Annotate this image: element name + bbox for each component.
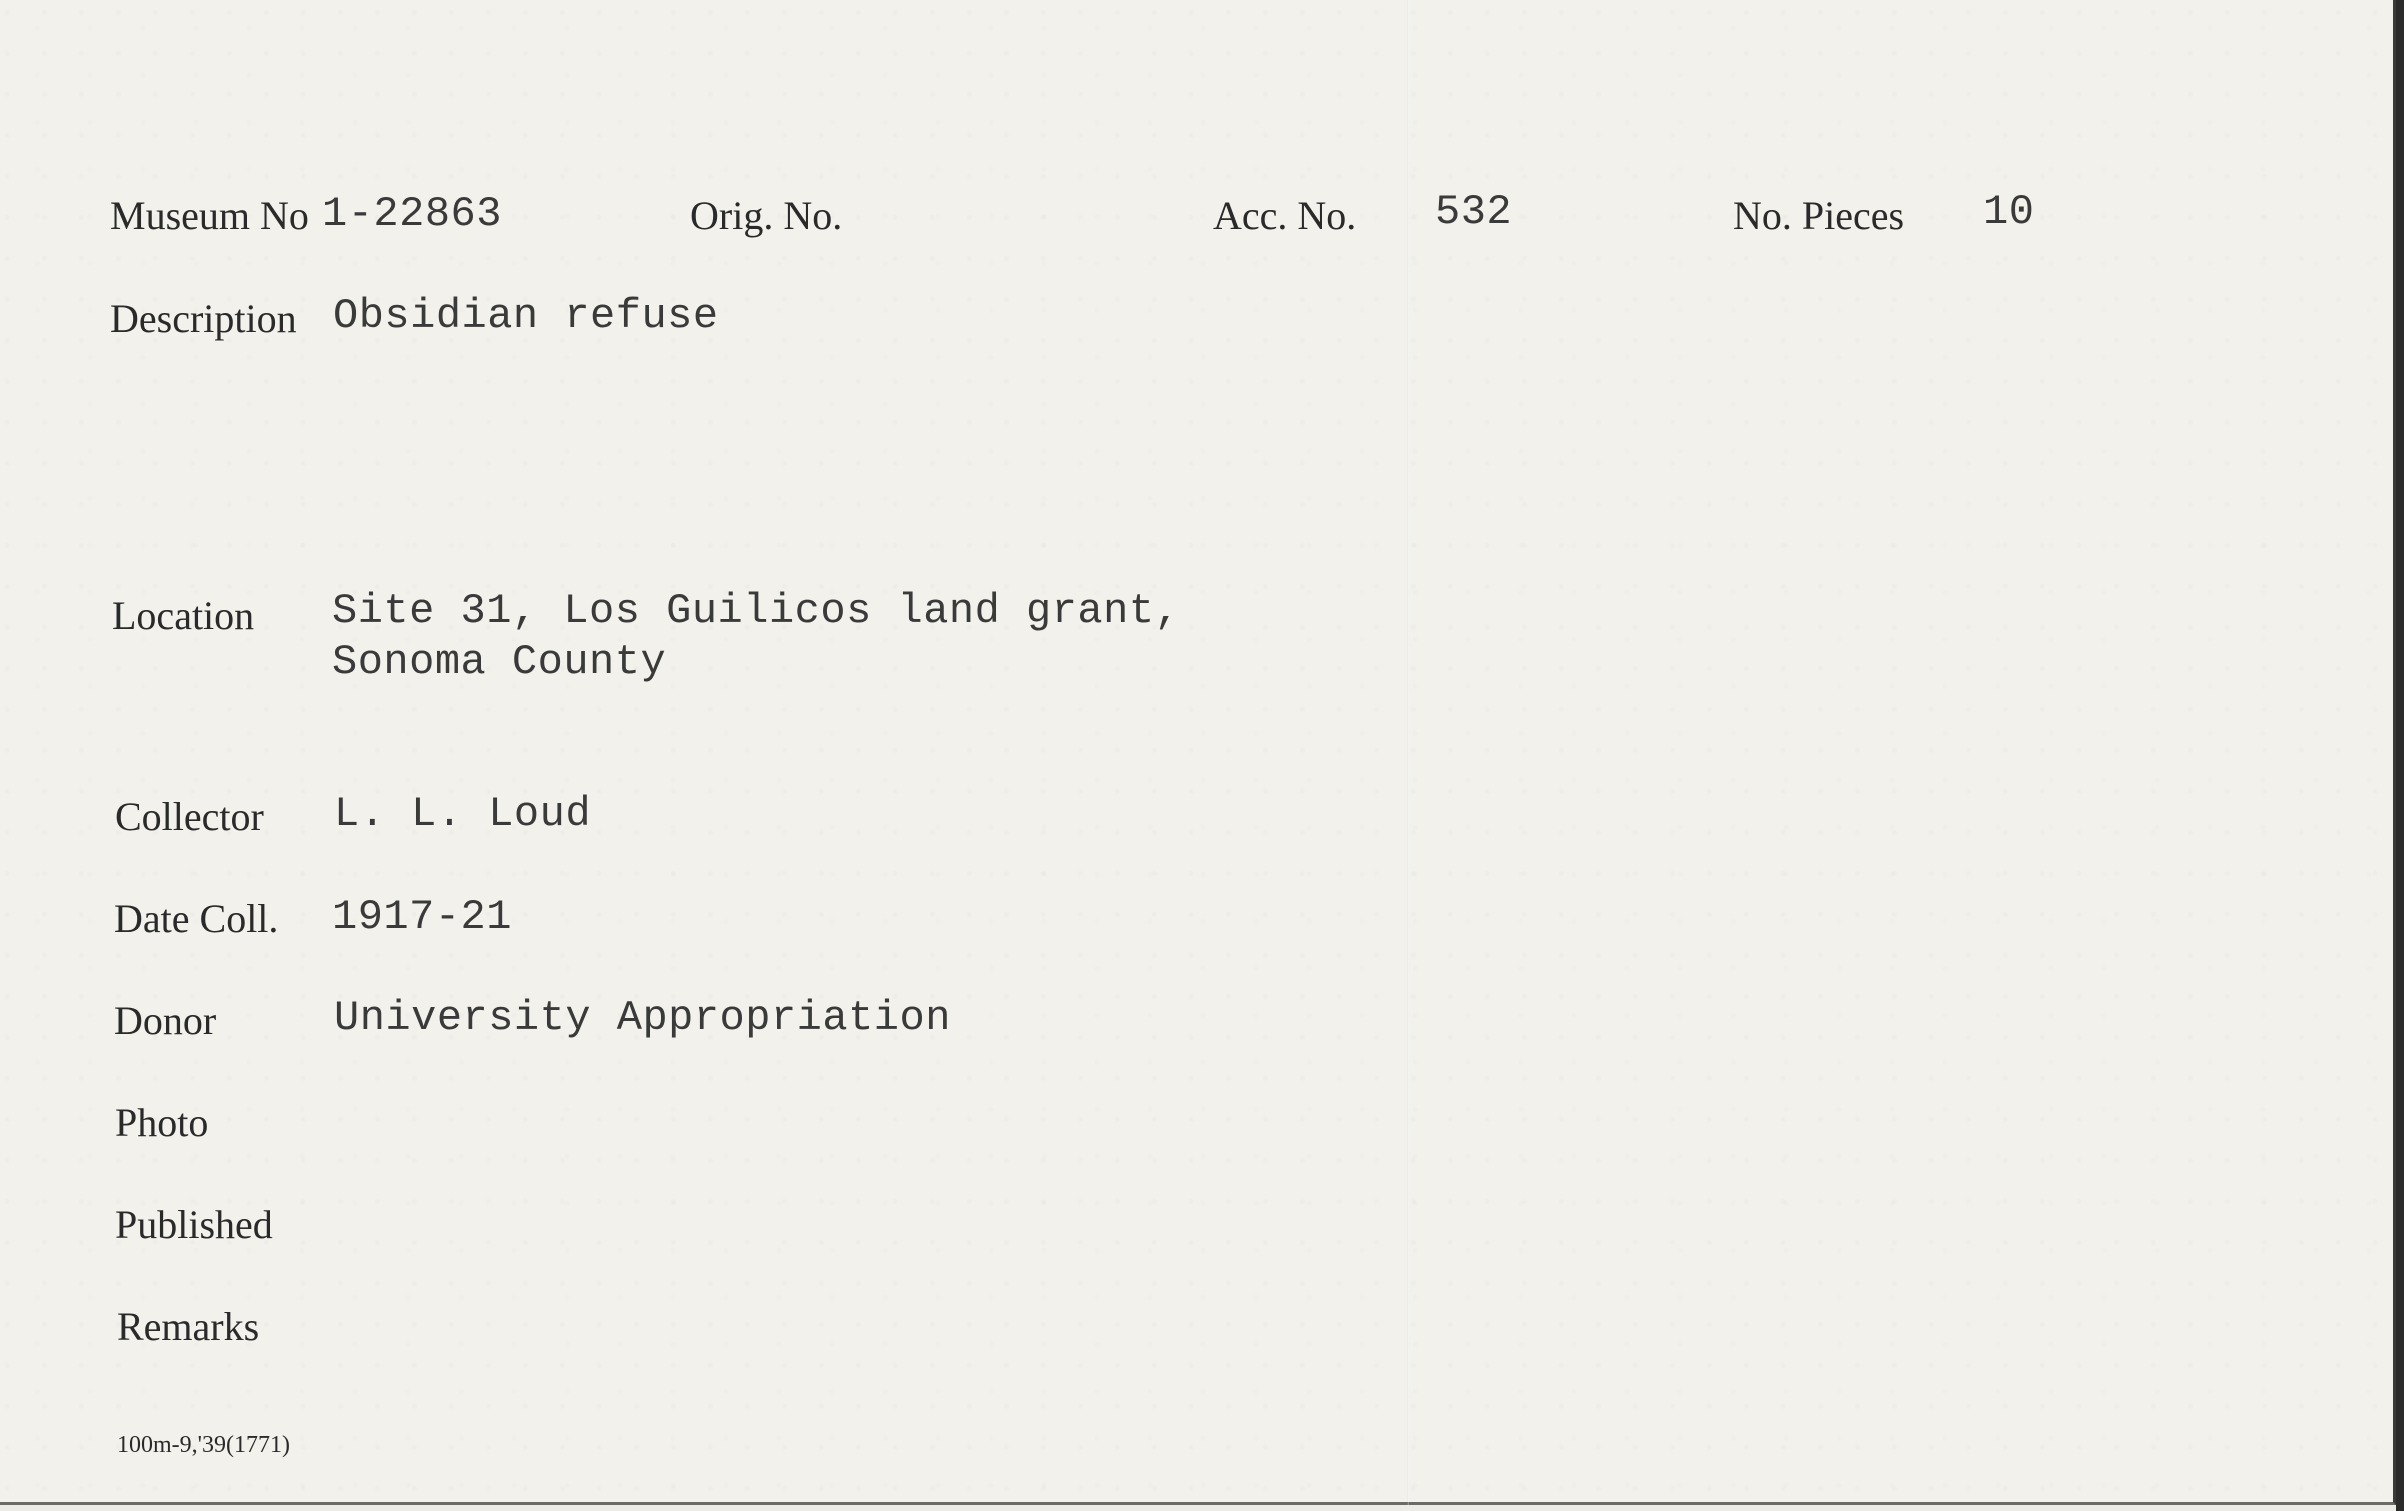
acc-no-value: 532 — [1435, 188, 1513, 236]
no-pieces-label: No. Pieces — [1733, 193, 1905, 238]
no-pieces-value: 10 — [1983, 188, 2035, 236]
date-coll-value: 1917-21 — [332, 893, 512, 941]
remarks-label: Remarks — [117, 1304, 260, 1349]
orig-no-label: Orig. No. — [690, 193, 843, 238]
date-coll-label: Date Coll. — [114, 896, 279, 941]
location-line-2: Sonoma County — [332, 638, 667, 686]
photo-label: Photo — [115, 1100, 209, 1145]
published-label: Published — [115, 1202, 273, 1247]
location-label: Location — [112, 593, 255, 638]
collector-value: L. L. Loud — [334, 790, 592, 838]
form-code: 100m-9,'39(1771) — [117, 1432, 290, 1458]
donor-label: Donor — [114, 998, 217, 1043]
donor-value: University Appropriation — [334, 994, 951, 1042]
collector-label: Collector — [115, 794, 264, 839]
description-value: Obsidian refuse — [333, 292, 719, 340]
description-label: Description — [110, 296, 297, 341]
card-edge-shadow — [2396, 0, 2404, 1511]
museum-no-value: 1-22863 — [322, 190, 502, 238]
acc-no-label: Acc. No. — [1213, 193, 1357, 238]
card-fold-line — [1407, 0, 1409, 1505]
location-line-1: Site 31, Los Guilicos land grant, — [332, 587, 1181, 635]
museum-no-label: Museum No — [110, 193, 309, 238]
